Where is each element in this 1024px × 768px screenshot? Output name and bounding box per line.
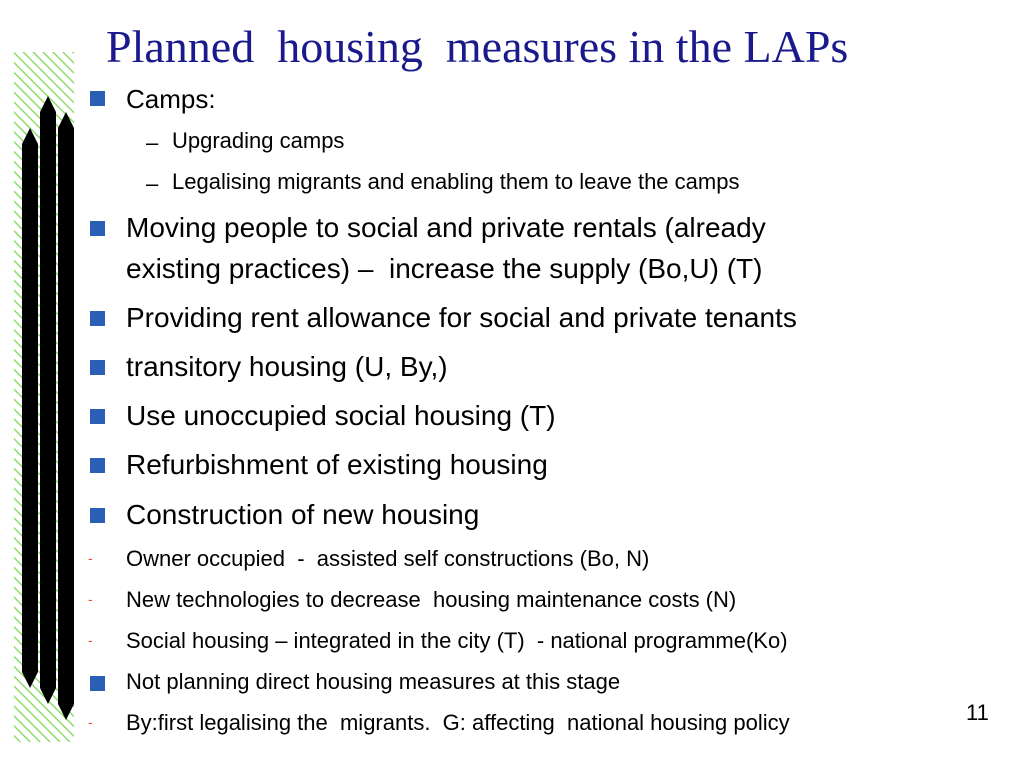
page-number: 11 <box>966 700 989 725</box>
list-item: Upgrading camps <box>172 128 345 153</box>
list-item: Construction of new housing <box>126 499 480 530</box>
list-item: transitory housing (U, By,) <box>126 351 448 382</box>
list-item-continuation: existing practices) – increase the supply (Bo,U) (T) <box>126 253 763 284</box>
square-bullet-icon <box>90 409 105 424</box>
square-bullet-icon <box>90 91 105 106</box>
list-item: Not planning direct housing measures at this stage <box>126 669 621 694</box>
list-item: Social housing – integrated in the city (T) - national programme(Ko) <box>126 628 788 653</box>
dash-bullet-icon: - <box>88 714 93 730</box>
dash-bullet-icon: – <box>146 130 159 155</box>
list-item: New technologies to decrease housing maintenance costs (N) <box>126 587 737 612</box>
square-bullet-icon <box>90 458 105 473</box>
list-item: Owner occupied - assisted self constructions (Bo, N) <box>126 546 650 571</box>
list-item: Use unoccupied social housing (T) <box>126 400 556 431</box>
dash-bullet-icon: - <box>88 591 93 607</box>
dash-bullet-icon: – <box>146 171 159 196</box>
list-item: Refurbishment of existing housing <box>126 449 548 480</box>
square-bullet-icon <box>90 311 105 326</box>
square-bullet-icon <box>90 360 105 375</box>
page-title: Planned housing measures in the LAPs <box>106 21 849 72</box>
list-item: By:first legalising the migrants. G: affecting national housing policy <box>126 710 790 735</box>
square-bullet-icon <box>90 508 105 523</box>
dash-bullet-icon: - <box>88 550 93 566</box>
dash-bullet-icon: - <box>88 632 93 648</box>
square-bullet-icon <box>90 676 105 691</box>
list-item: Providing rent allowance for social and private tenants <box>126 302 797 333</box>
list-item: Camps: <box>126 84 216 114</box>
list-item: Moving people to social and private rentals (already <box>126 212 766 243</box>
list-item: Legalising migrants and enabling them to leave the camps <box>172 169 740 194</box>
square-bullet-icon <box>90 221 105 236</box>
